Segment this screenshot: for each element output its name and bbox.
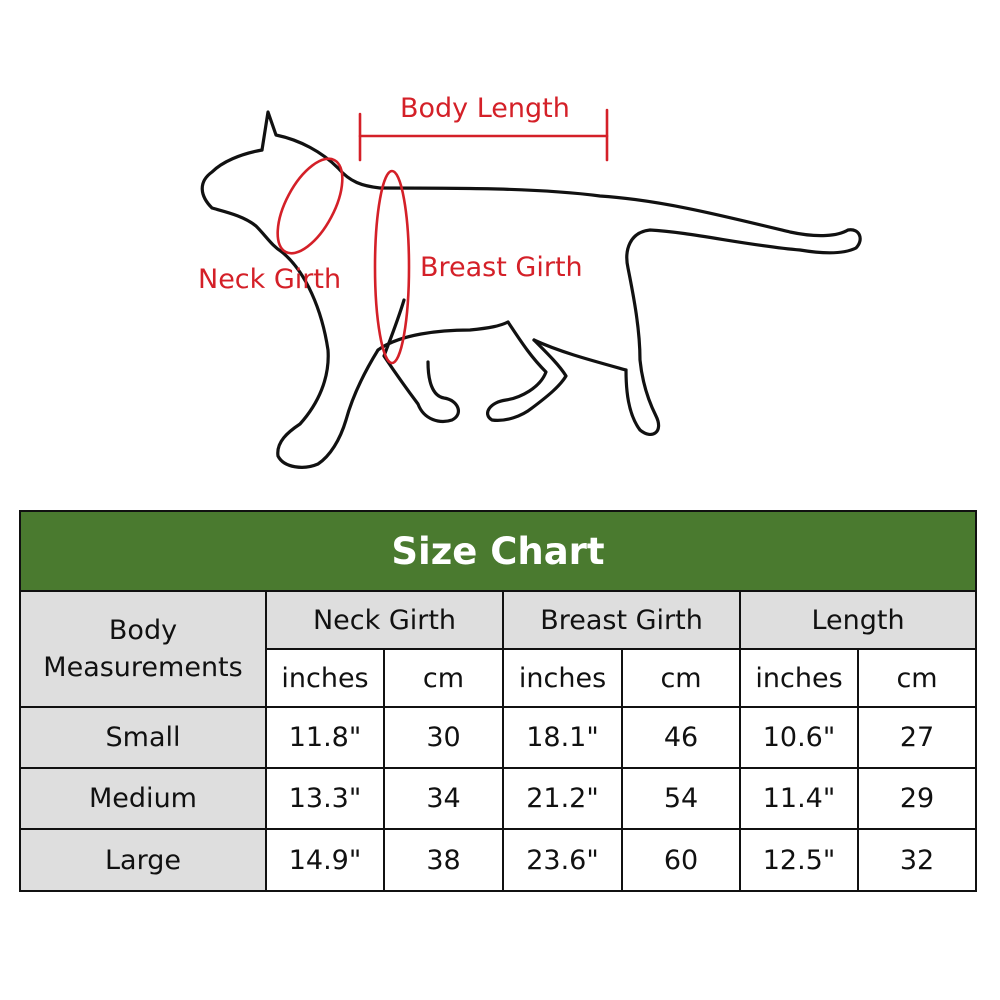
- body-length-marker: [360, 93, 607, 160]
- unit-header: cm: [858, 649, 975, 707]
- table-cell: 23.6": [503, 829, 622, 890]
- table-cell: 18.1": [503, 707, 622, 768]
- breast-girth-marker: [375, 171, 583, 363]
- table-cell: 10.6": [740, 707, 858, 768]
- unit-header: inches: [503, 649, 622, 707]
- table-cell: 14.9": [266, 829, 384, 890]
- cat-measurement-diagram: [0, 0, 1000, 490]
- table-cell: 30: [384, 707, 503, 768]
- table-cell: 11.8": [266, 707, 384, 768]
- neck-girth-label: Neck Girth: [198, 264, 342, 295]
- breast-girth-header: Breast Girth: [503, 592, 740, 649]
- table-row: [21, 707, 975, 768]
- table-cell: 54: [622, 768, 740, 829]
- unit-header: inches: [740, 649, 858, 707]
- table-cell: 27: [858, 707, 975, 768]
- neck-girth-marker: [198, 149, 356, 295]
- neck-girth-header: Neck Girth: [266, 592, 503, 649]
- table-cell: 34: [384, 768, 503, 829]
- size-chart-title: Size Chart: [21, 512, 975, 592]
- unit-header: cm: [384, 649, 503, 707]
- body-length-label: Body Length: [400, 93, 570, 124]
- table-row: [21, 768, 975, 829]
- row-label-large: Large: [21, 829, 266, 890]
- table-cell: 38: [384, 829, 503, 890]
- table-cell: 46: [622, 707, 740, 768]
- breast-girth-label: Breast Girth: [420, 252, 583, 283]
- table-cell: 21.2": [503, 768, 622, 829]
- table-cell: 29: [858, 768, 975, 829]
- length-header: Length: [740, 592, 975, 649]
- size-chart-grid: [21, 592, 975, 890]
- table-cell: 13.3": [266, 768, 384, 829]
- body-measurements-header: Body Measurements: [21, 592, 266, 707]
- table-row: [21, 829, 975, 890]
- table-cell: 12.5": [740, 829, 858, 890]
- unit-header: cm: [622, 649, 740, 707]
- table-cell: 60: [622, 829, 740, 890]
- row-label-small: Small: [21, 707, 266, 768]
- row-label-medium: Medium: [21, 768, 266, 829]
- table-cell: 32: [858, 829, 975, 890]
- table-cell: 11.4": [740, 768, 858, 829]
- size-chart: [19, 510, 977, 892]
- unit-header: inches: [266, 649, 384, 707]
